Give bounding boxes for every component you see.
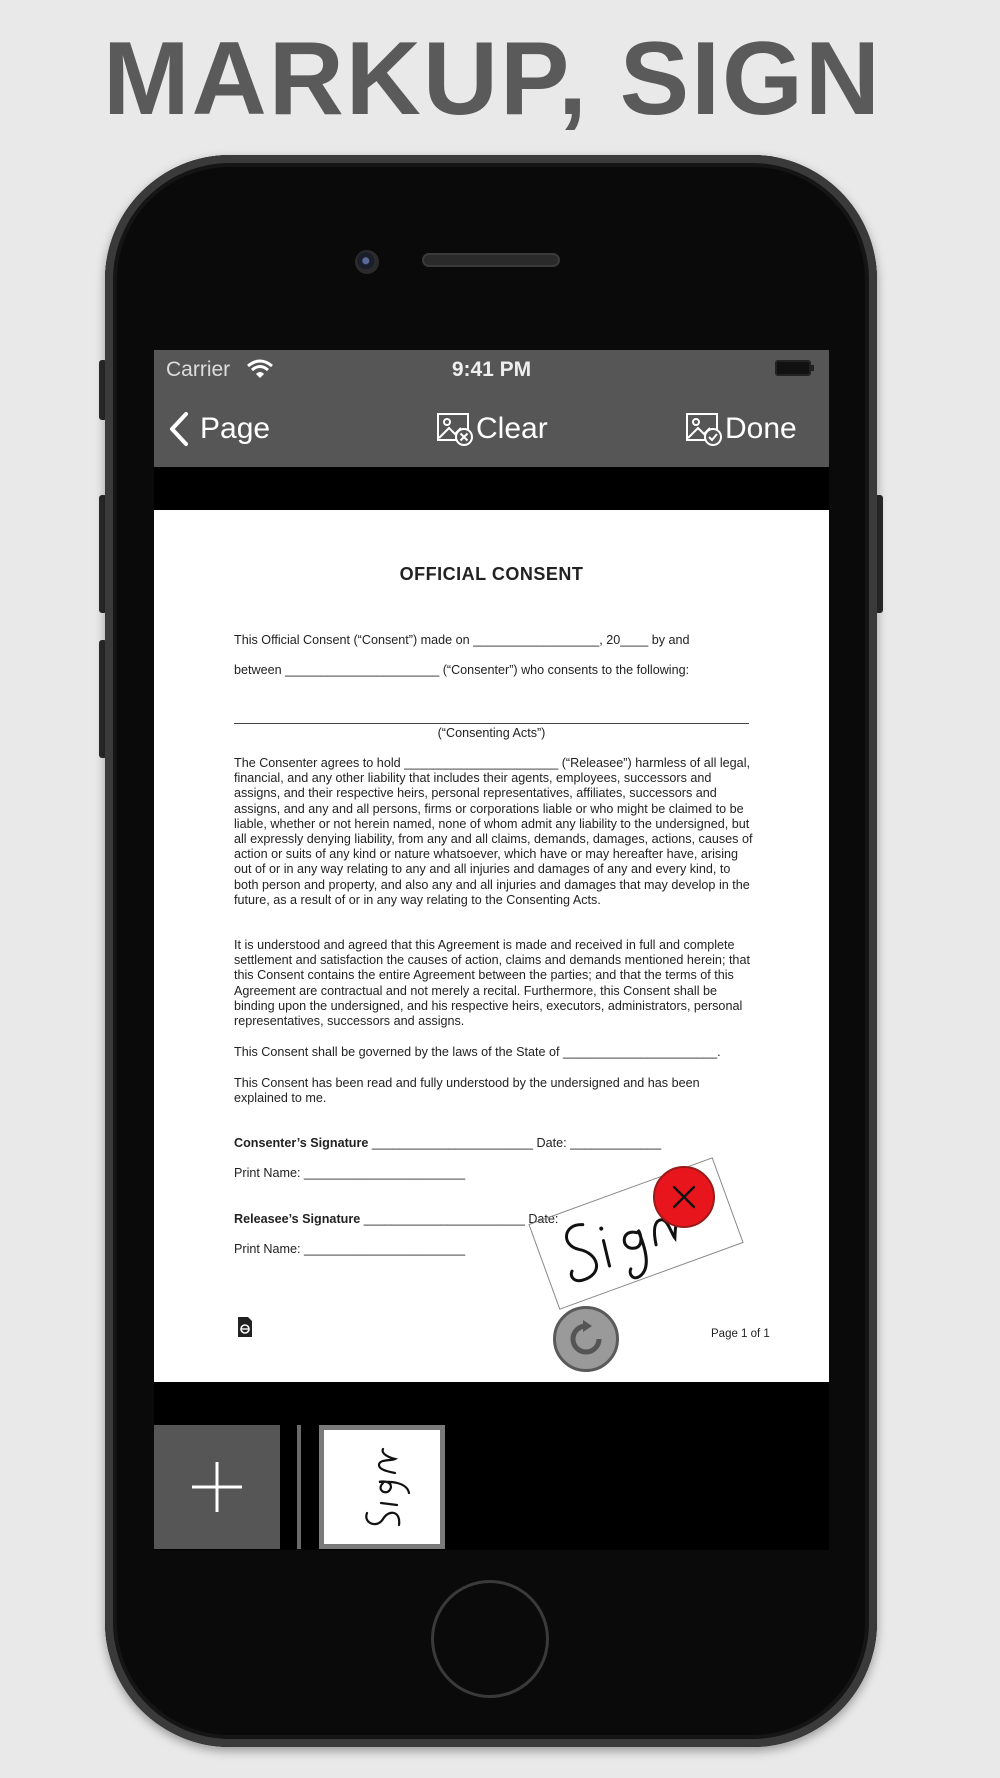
releasee-date: Date: [528,1212,559,1226]
signature-ink [530,1158,745,1311]
releasee-signature-row [234,1212,558,1227]
battery-icon [775,360,811,376]
earpiece-speaker [422,253,560,267]
chevron-left-icon [168,411,190,447]
print-name-1: Print Name: _______________________ [234,1166,466,1180]
rotate-icon [563,1316,609,1362]
saved-signature-thumbnail[interactable] [319,1425,445,1549]
front-camera [355,250,379,274]
page-number: Page 1 of 1 [711,1328,770,1340]
signature-thumbnail-ink [324,1430,440,1544]
document-title: OFFICIAL CONSENT [399,564,584,584]
done-label: Done [725,411,797,445]
consenter-date: Date: _____________ [536,1136,662,1150]
done-button[interactable] [685,390,797,467]
signature-tray [154,1423,829,1550]
consenter-signature-line: _______________________ [371,1136,533,1150]
doc-paragraph-1: The Consenter agrees to hold ______________________ (“Releasee”) harmless of all legal, financial, and any other liability that includes their agents, employees, successors and assigns, and their respective heirs, personal representatives, affiliates, successors and assigns, and any and all persons, firms or corporations liable or who might be claimed to be liable, whether or not herein named, none of whom admit any liability to the undersigned, but all expressly denying liability, from any and all claims, demands, damages, actions, causes of action or suits of any kind or nature whatsoever, which have or may hereafter have, arising out of or in any way relating to any and all injuries and damages of any and every kind, to both person and property, and also any and all injuries and damages that may develop in the future, as a result of or in any way relating to the Consenting Acts. [234,756,753,907]
document-file-icon [237,1316,253,1338]
done-image-icon [685,412,723,446]
signature-annotation[interactable] [528,1157,743,1310]
doc-paragraph-2: It is understood and agreed that this Agreement is made and received in full and complete settlement and satisfaction the causes of action, claims and demands mentioned herein; that this Consent contains the entire Agreement between the parties; and that the terms of this Agreement are contractual and not merely a recital. Furthermore, this Consent shall be binding upon the undersigned, and his respective heirs, executors, administrators, personal representatives, successors and assigns. [234,938,750,1029]
doc-line-1: This Official Consent (“Consent”) made on __________________, 20____ by and [234,633,690,647]
delete-annotation-button[interactable] [653,1166,715,1228]
close-icon [669,1182,699,1212]
releasee-signature-line: _______________________ [363,1212,525,1226]
print-name-2: Print Name: _______________________ [234,1242,466,1256]
doc-paragraph-4: This Consent has been read and fully understood by the undersigned and has been explained to me. [234,1076,700,1106]
nav-bar [154,390,829,467]
add-signature-button[interactable] [154,1425,280,1549]
home-button[interactable] [431,1580,549,1698]
back-label: Page [200,411,271,445]
status-bar [154,350,829,390]
headline: MARKUP, SIGN [102,21,883,137]
clear-label: Clear [476,411,548,445]
tray-divider [297,1425,301,1549]
plus-icon [190,1460,244,1514]
consenter-signature-label: Consenter’s Signature [234,1136,369,1150]
back-button[interactable] [168,390,270,467]
doc-line-2: between ______________________ (“Consenter”) who consents to the following: [234,663,690,677]
consenter-signature-row [234,1136,661,1151]
consenting-acts-label: (“Consenting Acts”) [437,726,546,740]
doc-paragraph-3: This Consent shall be governed by the laws of the State of ______________________. [234,1045,721,1059]
battery-tip [811,365,814,371]
releasee-signature-label: Releasee’s Signature [234,1212,361,1226]
carrier-label: Carrier [166,358,231,381]
document-page [154,510,829,1382]
clock: 9:41 PM [451,358,532,381]
screen [154,350,829,1550]
clear-button[interactable] [436,390,548,467]
rotate-annotation-handle[interactable] [553,1306,619,1372]
acts-underline [234,723,749,724]
clear-image-icon [436,412,474,446]
